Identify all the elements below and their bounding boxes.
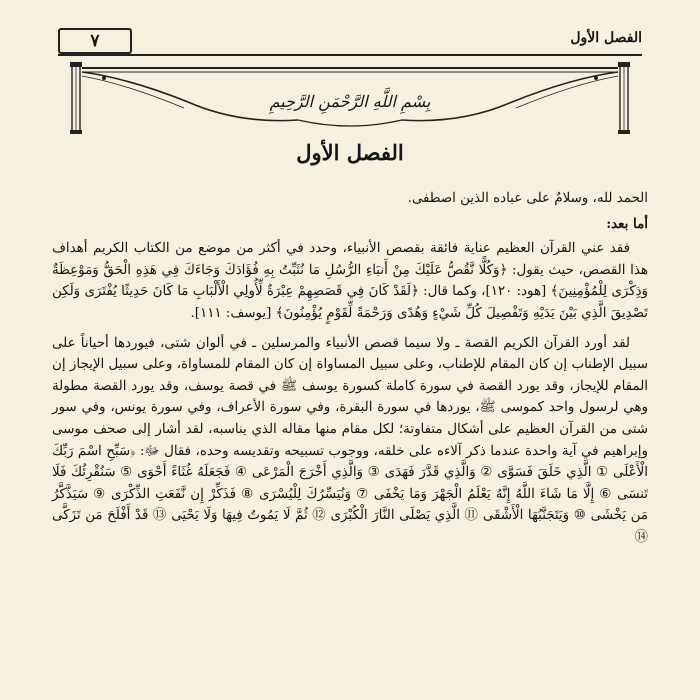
page-number-box <box>58 28 132 54</box>
chapter-title: الفصل الأول <box>296 140 404 165</box>
amma-baad: أما بعد: <box>606 215 648 232</box>
running-header <box>58 28 642 56</box>
basmala: بِسْمِ اللَّهِ الرَّحْمَنِ الرَّحِيمِ <box>269 92 431 111</box>
opening-line: الحمد لله، وسلامٌ على عباده الذين اصطفى. <box>407 191 648 206</box>
page-number: ٧ <box>90 31 100 51</box>
body-text <box>52 188 648 557</box>
running-title: الفصل الأول <box>570 30 642 46</box>
paragraph-1: فقد عني القرآن العظيم عناية فائقة بقصص الأنبياء، وحدد في أكثر من موضع من الكتاب الكريم أهداف هذا القصص، حيث يقول: ﴿وَكُلًّا نَّقُصُّ عَلَيْكَ مِنْ أَنبَاءِ الرُّسُلِ مَا نُثَبِّتُ بِهِ فُؤَادَكَ وَجَاءَكَ فِي هَذِهِ الْحَقُّ وَمَوْعِظَةٌ وَذِكْرَى لِلْمُؤْمِنِينَ﴾ [هود: ١٢٠]، وكما قال: ﴿لَقَدْ كَانَ فِي قَصَصِهِمْ عِبْرَةٌ لِّأُولِي الْأَلْبَابِ مَا كَانَ حَدِيثًا يُفْتَرَى وَلَكِن تَصْدِيقَ الَّذِي بَيْنَ يَدَيْهِ وَتَفْصِيلَ كُلِّ شَيْءٍ وَهُدًى وَرَحْمَةً لِّقَوْمٍ يُؤْمِنُونَ﴾ [يوسف: ١١١]. <box>52 241 648 321</box>
paragraph-2: لقد أورد القرآن الكريم القصة ـ ولا سيما قصص الأنبياء والمرسلين ـ في ألوان شتى، فيوردها أحياناً على سبيل الإطناب إن كان المقام للإطناب، وعلى سبيل المساواة إن كان المقام للمساواة، وعلى سبيل الإيجاز إن المقام للإيجاز، وقد يورد القصة في سورة كاملة كسورة يوسف ﷺ في قصة يوسف، وقد يورد القصة مطولة وهي لرسول واحد كموسى ﷺ، يوردها في سورة البقرة، وفي سورة الأعراف، وفي سورة يونس، وفي سور شتى من القرآن العظيم على أشكال متفاوتة؛ لكل مقام منها مقاله الذي يناسبه، لقد أشار إلى صحف موسى وإبراهيم في آية واحدة عندما ذكر آلاءه على خلقه، ووجوب تسبيحه وتقديسه وحده، فقال ﷻ: ﴿سَبِّحِ اسْمَ رَبِّكَ الْأَعْلَى ① الَّذِي خَلَقَ فَسَوَّى ② وَالَّذِي قَدَّرَ فَهَدَى ③ وَالَّذِي أَخْرَجَ الْمَرْعَى ④ فَجَعَلَهُ غُثَاءً أَحْوَى ⑤ سَنُقْرِئُكَ فَلَا تَنسَى ⑥ إِلَّا مَا شَاءَ اللَّهُ إِنَّهُ يَعْلَمُ الْجَهْرَ وَمَا يَخْفَى ⑦ وَنُيَسِّرُكَ لِلْيُسْرَى ⑧ فَذَكِّرْ إِن نَّفَعَتِ الذِّكْرَى ⑨ سَيَذَّكَّرُ مَن يَخْشَى ⑩ وَيَتَجَنَّبُهَا الْأَشْقَى ⑪ الَّذِي يَصْلَى النَّارَ الْكُبْرَى ⑫ ثُمَّ لَا يَمُوتُ فِيهَا وَلَا يَحْيَى ⑬ قَدْ أَفْلَحَ مَن تَزَكَّى ⑭ <box>52 335 648 545</box>
